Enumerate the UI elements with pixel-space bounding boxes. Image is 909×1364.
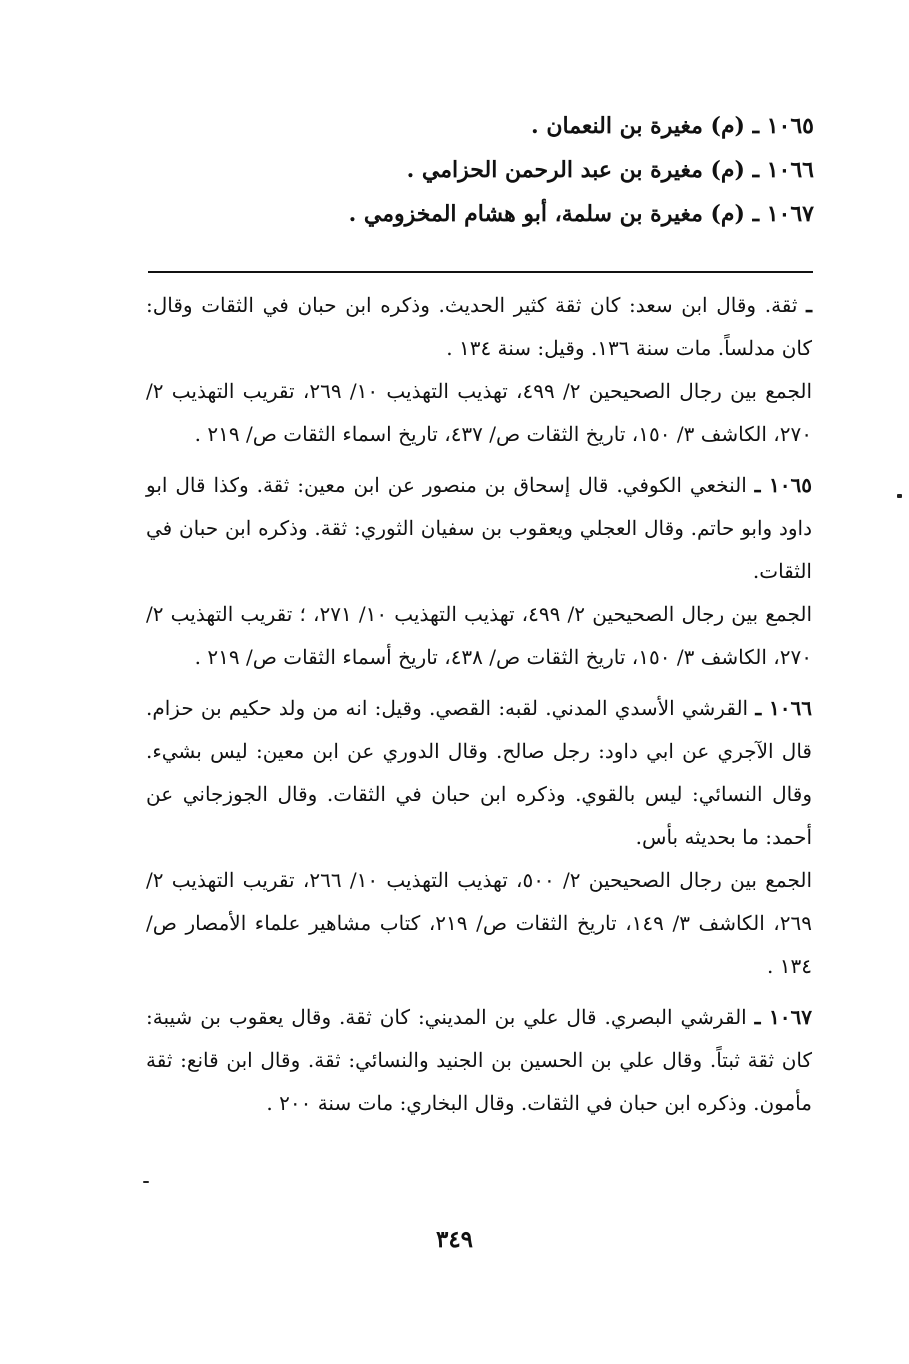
footnote-number: ١٠٦٧ ـ xyxy=(754,1005,813,1029)
footnote-number: ١٠٦٥ ـ xyxy=(754,473,813,497)
footnotes xyxy=(146,284,812,1125)
footnote-marker: ـ xyxy=(806,293,812,317)
footnote-1064 xyxy=(146,284,812,456)
footnote-1066 xyxy=(146,687,812,988)
footnote-sources: الجمع بين رجال الصحيحين ٢/ ٤٩٩، تهذيب التهذيب ١٠/ ٢٧١، ؛ تقريب التهذيب ٢/ ٢٧٠، الكاشف ٣/ ١٥٠، تاريخ الثقات ص/ ٤٣٨، تاريخ أسماء الثقات ص/ ٢١٩ . xyxy=(146,602,813,669)
footnote-1065 xyxy=(146,464,812,679)
footnote-sources: الجمع بين رجال الصحيحين ٢/ ٥٠٠، تهذيب التهذيب ١٠/ ٢٦٦، تقريب التهذيب ٢/ ٢٦٩، الكاشف ٣/ ١٤٩، تاريخ الثقات ص/ ٢١٩، كتاب مشاهير علماء الأمصار ص/ ١٣٤ . xyxy=(146,868,812,978)
footnote-1067 xyxy=(146,996,812,1125)
footnote-text: النخعي الكوفي. قال إسحاق بن منصور عن ابن معين: ثقة. وكذا قال ابو داود وابو حاتم. وقال العجلي ويعقوب بن سفيان الثوري: ثقة. وذكره ابن حبان في الثقات. xyxy=(146,473,812,583)
scan-speck xyxy=(143,1181,149,1183)
footnote-separator xyxy=(148,271,813,273)
footnote-number: ١٠٦٦ ـ xyxy=(755,696,812,720)
footnote-text: ثقة. وقال ابن سعد: كان ثقة كثير الحديث. وذكره ابن حبان في الثقات وقال: كان مدلساً. مات سنة ١٣٦. وقيل: سنة ١٣٤ . xyxy=(146,293,812,360)
entry-1066: ١٠٦٦ ـ (م) مغيرة بن عبد الرحمن الحزامي . xyxy=(406,157,814,183)
page-number: ٣٤٩ xyxy=(435,1226,474,1253)
scan-speck xyxy=(897,494,902,498)
entries-list xyxy=(254,104,814,236)
footnote-text: القرشي الأسدي المدني. لقبه: القصي. وقيل: انه من ولد حكيم بن حزام. قال الآجري عن ابي داود: رجل صالح. وقال الدوري عن ابن معين: ليس بشيء. وقال النسائي: ليس بالقوي. وذكره ابن حبان في الثقات. وقال الجوزجاني عن أحمد: ما بحديثه بأس. xyxy=(146,696,812,849)
entry-1067: ١٠٦٧ ـ (م) مغيرة بن سلمة، أبو هشام المخزومي . xyxy=(348,201,814,227)
footnote-text: القرشي البصري. قال علي بن المديني: كان ثقة. وقال يعقوب بن شيبة: كان ثقة ثبتاً. وقال علي بن الحسين بن الجنيد والنسائي: ثقة. وقال ابن قانع: ثقة مأمون. وذكره ابن حبان في الثقات. وقال البخاري: مات سنة ٢٠٠ . xyxy=(146,1005,812,1115)
footnote-sources: الجمع بين رجال الصحيحين ٢/ ٤٩٩، تهذيب التهذيب ١٠/ ٢٦٩، تقريب التهذيب ٢/ ٢٧٠، الكاشف ٣/ ١٥٠، تاريخ الثقات ص/ ٤٣٧، تاريخ اسماء الثقات ص/ ٢١٩ . xyxy=(146,379,812,446)
entry-1065: ١٠٦٥ ـ (م) مغيرة بن النعمان . xyxy=(531,113,814,139)
